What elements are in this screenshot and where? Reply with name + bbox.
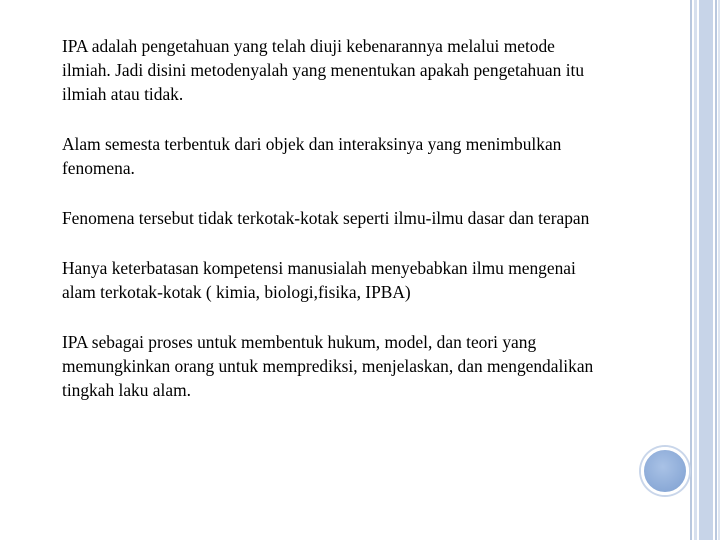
paragraph-line: Fenomena tersebut tidak terkotak-kotak seperti ilmu-ilmu dasar dan terapan bbox=[62, 208, 590, 228]
paragraph-line: IPA adalah pengetahuan yang telah diuji kebenarannya melalui metode bbox=[62, 36, 555, 56]
paragraph-line: Alam semesta terbentuk dari objek dan interaksinya yang menimbulkan bbox=[62, 134, 562, 154]
paragraph-3 bbox=[62, 206, 682, 230]
paragraph-line: ilmiah atau tidak. bbox=[62, 84, 184, 104]
decorative-border-band bbox=[699, 0, 713, 540]
paragraph-line: memungkinkan orang untuk memprediksi, menjelaskan, dan mengendalikan bbox=[62, 356, 594, 376]
paragraph-line: ilmiah. Jadi disini metodenyalah yang menentukan apakah pengetahuan itu bbox=[62, 60, 585, 80]
decorative-border-line bbox=[690, 0, 692, 540]
paragraph-5 bbox=[62, 330, 682, 402]
paragraph-line: tingkah laku alam. bbox=[62, 380, 191, 400]
slide-body bbox=[62, 34, 682, 428]
decorative-border-line bbox=[694, 0, 697, 540]
paragraph-2 bbox=[62, 132, 682, 180]
decorative-circle-icon bbox=[641, 447, 689, 495]
decorative-border-line bbox=[715, 0, 717, 540]
paragraph-1 bbox=[62, 34, 682, 106]
paragraph-line: Hanya keterbatasan kompetensi manusialah menyebabkan ilmu mengenai bbox=[62, 258, 576, 278]
paragraph-line: alam terkotak-kotak ( kimia, biologi,fisika, IPBA) bbox=[62, 282, 411, 302]
paragraph-line: IPA sebagai proses untuk membentuk hukum, model, dan teori yang bbox=[62, 332, 537, 352]
paragraph-4 bbox=[62, 256, 682, 304]
paragraph-line: fenomena. bbox=[62, 158, 135, 178]
